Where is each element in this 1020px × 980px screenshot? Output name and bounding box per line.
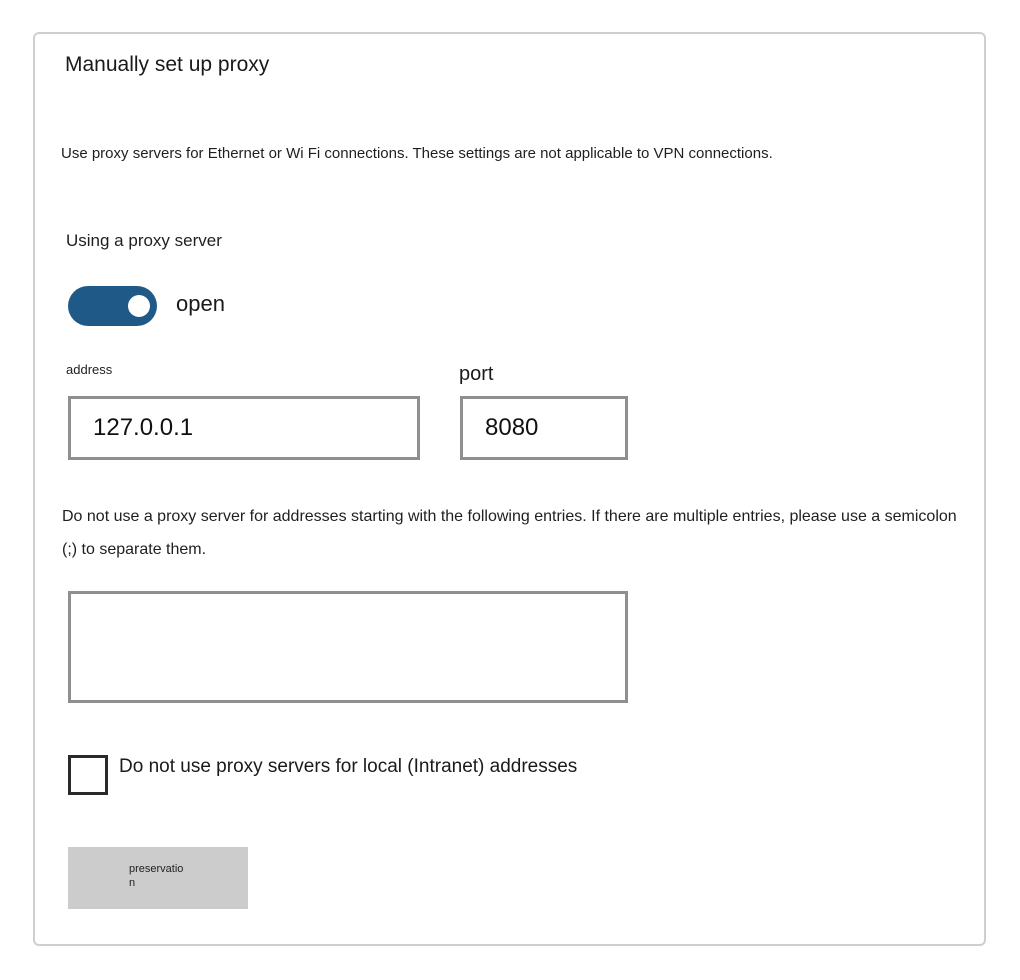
use-proxy-label: Using a proxy server [66,231,222,250]
port-input[interactable] [460,396,628,460]
toggle-knob [128,295,150,317]
toggle-state-label: open [176,291,225,316]
use-proxy-toggle[interactable] [68,286,157,326]
address-label: address [66,362,113,377]
exclude-addresses-input[interactable] [68,591,628,703]
port-label: port [459,363,494,385]
local-addresses-checkbox-label: Do not use proxy servers for local (Intranet) addresses [119,756,578,777]
page-title: Manually set up proxy [65,53,270,76]
save-button-label: preservation [129,863,184,889]
proxy-settings-card [33,32,986,946]
address-input[interactable] [68,396,420,460]
save-button[interactable] [68,847,248,909]
local-addresses-checkbox[interactable] [68,755,108,795]
exclude-description: Do not use a proxy server for addresses starting with the following entries. If there are multiple entries, please use a semicolon (;) to separate them. [62,508,957,558]
proxy-description: Use proxy servers for Ethernet or Wi Fi connections. These settings are not applicable to VPN connections. [61,145,773,162]
